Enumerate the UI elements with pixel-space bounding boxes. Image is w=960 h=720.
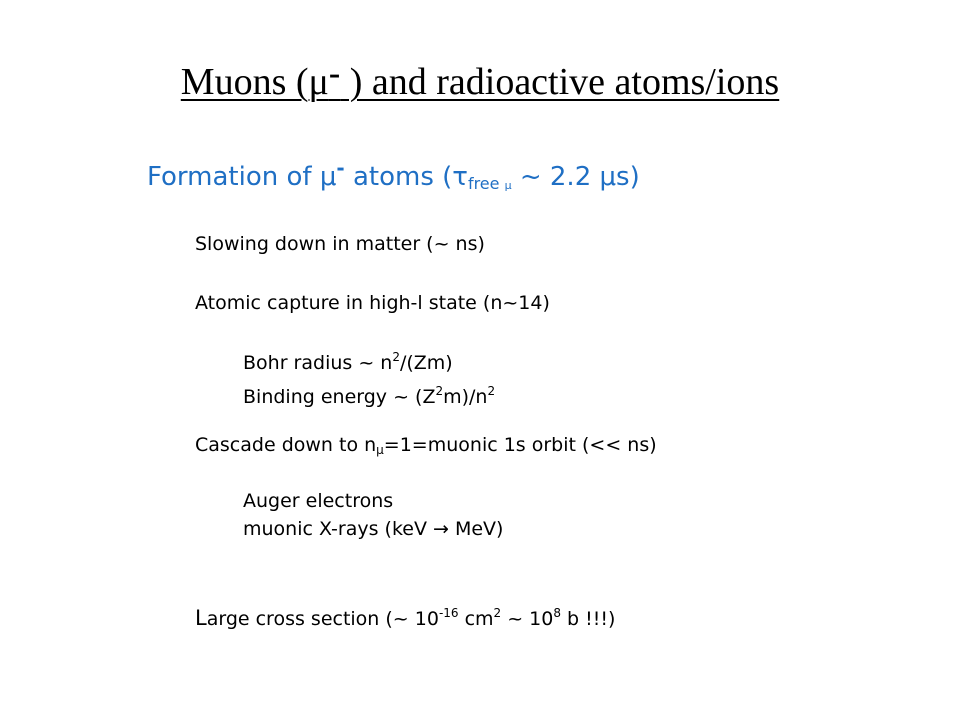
title-mu-symbol: μ — [308, 61, 329, 103]
cross-section-exponent-1: -16 — [438, 606, 459, 620]
right-arrow-icon: → — [433, 518, 449, 540]
subtitle-prefix: Formation of — [147, 162, 320, 192]
cross-section-exponent-2: 2 — [493, 606, 502, 620]
line-auger-electrons: Auger electrons — [243, 490, 394, 512]
subtitle-mu-symbol: μ — [319, 162, 337, 192]
cross-section-initial: L — [195, 606, 207, 630]
cross-section-text-c: ~ 10 — [501, 608, 554, 630]
line-slowing-down: Slowing down in matter (~ ns) — [195, 233, 485, 255]
subtitle-tau-symbol: τ — [452, 162, 468, 192]
line-atomic-capture: Atomic capture in high-l state (n~14) — [195, 292, 550, 314]
cross-section-text-a: arge cross section (~ 10 — [206, 608, 439, 630]
line-bohr-radius — [243, 344, 453, 376]
subtitle-minus-superscript: - — [336, 156, 345, 180]
title-minus-superscript: - — [328, 55, 341, 92]
cross-section-text-d: b !!!) — [561, 608, 616, 630]
cascade-mu-subscript: μ — [376, 443, 384, 457]
xrays-text-b: MeV) — [448, 518, 504, 540]
cascade-text-b: =1=muonic 1s orbit (<< ns) — [383, 434, 657, 456]
title-prefix: Muons ( — [180, 61, 309, 103]
subtitle-suffix: ~ 2.2 μs) — [511, 162, 640, 192]
line-cascade — [195, 432, 657, 463]
bohr-text-b: /(Zm) — [399, 352, 453, 374]
cascade-text-a: Cascade down to n — [195, 434, 377, 456]
line-cross-section — [195, 600, 615, 632]
binding-text-b: m)/n — [443, 386, 488, 408]
cross-section-exponent-3: 8 — [553, 606, 562, 620]
subtitle-sub-free: free — [467, 174, 505, 193]
binding-superscript-z: 2 — [435, 384, 444, 398]
bohr-superscript: 2 — [392, 350, 400, 364]
binding-superscript-n: 2 — [487, 384, 496, 398]
title-suffix: ) and radioactive atoms/ions — [340, 61, 780, 103]
line-muonic-xrays — [243, 516, 503, 542]
binding-text-a: Binding energy ~ (Z — [243, 386, 436, 408]
subtitle-sub-mu: μ — [504, 179, 512, 192]
slide-subtitle — [147, 150, 640, 204]
slide-title — [0, 55, 960, 108]
cross-section-text-b: cm — [458, 608, 494, 630]
line-binding-energy — [243, 378, 495, 410]
subtitle-mid: atoms ( — [344, 162, 453, 192]
subtitle-free-subscript — [468, 174, 512, 193]
bohr-text-a: Bohr radius ~ n — [243, 352, 393, 374]
xrays-text-a: muonic X-rays (keV — [243, 518, 434, 540]
